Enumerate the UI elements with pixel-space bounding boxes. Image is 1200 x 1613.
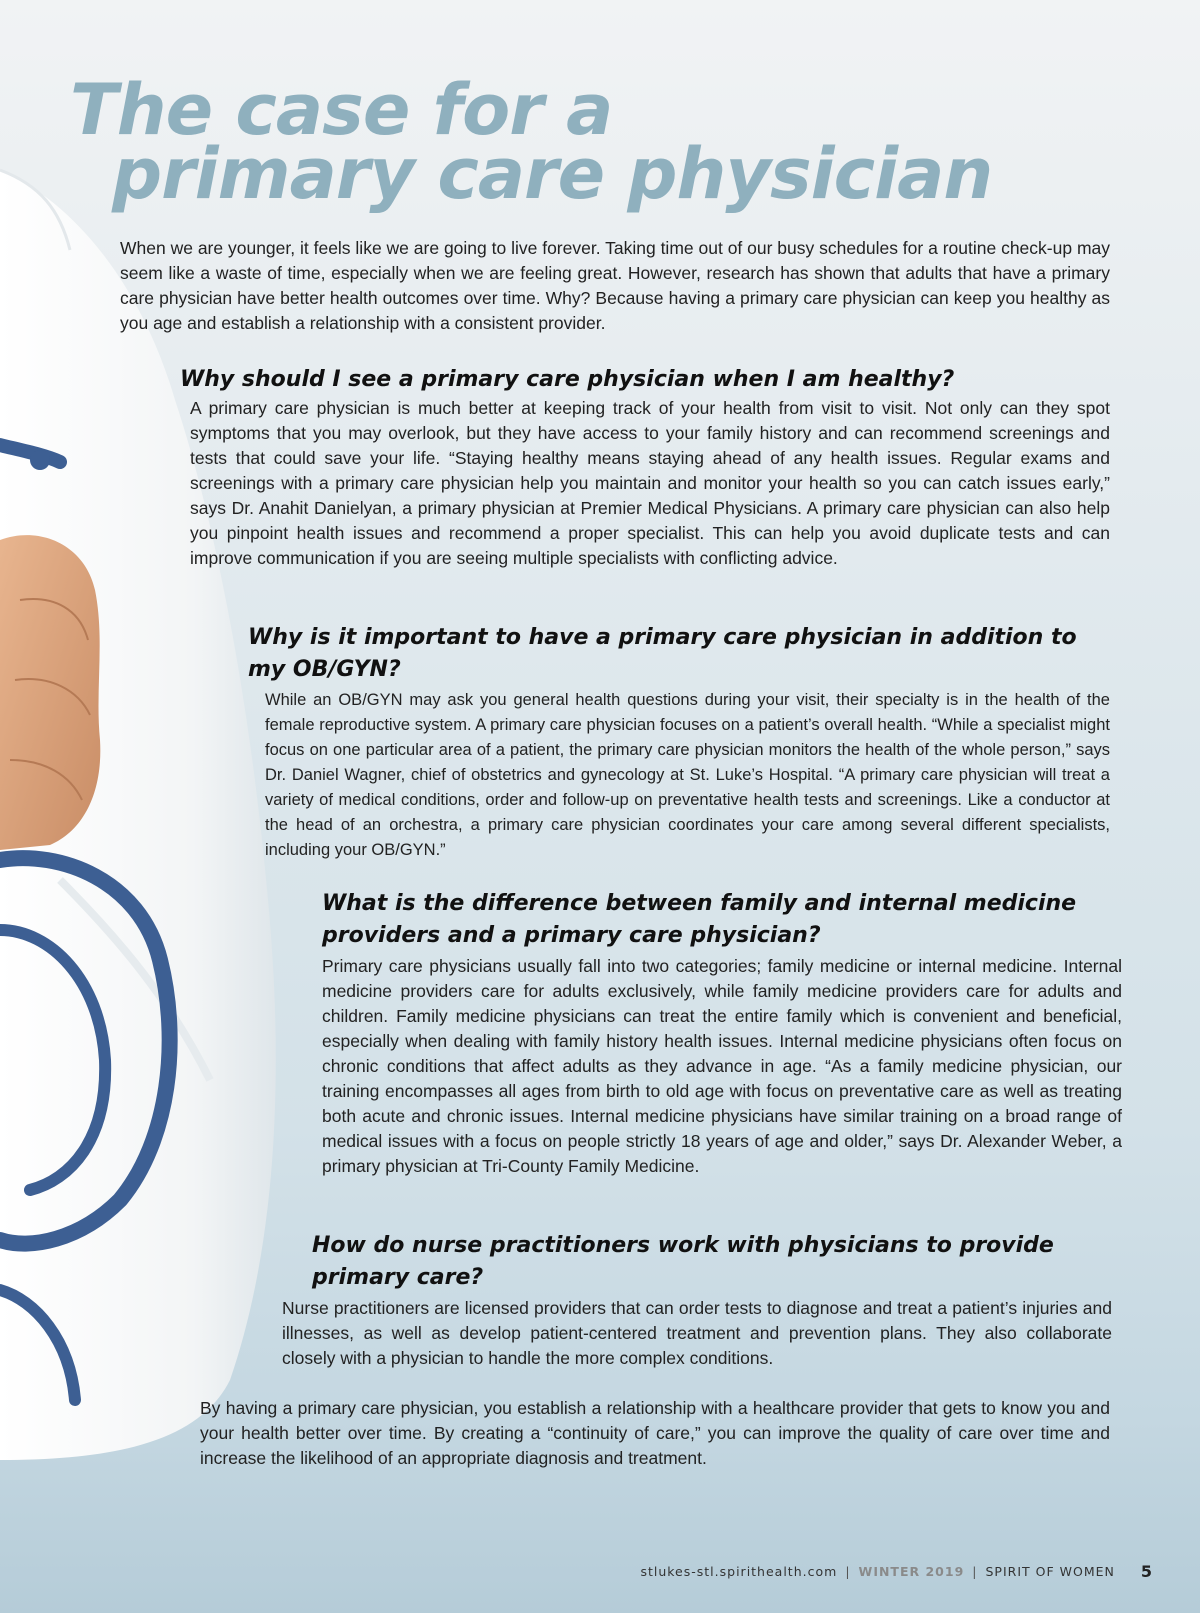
closing-paragraph: By having a primary care physician, you establish a relationship with a healthcare provider that gets to know you and your health better over time. By creating a “continuity of care,” you can improve the quality of care over time and increase the likelihood of an appropriate diagnosis and treatment. [200,1398,1110,1468]
footer-season: WINTER 2019 [858,1564,965,1579]
section-2-heading: Why is it important to have a primary care physician in addition to my OB/GYN? [248,625,1077,682]
section-2-body: While an OB/GYN may ask you general health questions during your visit, their specialty is in the health of the female reproductive system. A primary care physician focuses on a patient’s overall health. “While a specialist might focus on one particular area of a patient, the primary care physician monitors the health of the whole person,” says Dr. Daniel Wagner, chief of obstetrics and gynecology at St. Luke’s Hospital. “A primary care physician will treat a variety of medical conditions, order and follow-up on preventative health tests and screenings. Like a conductor at the head of an orchestra, a primary care physician coordinates your care among several different specialists, including your OB/GYN.” [265,691,1110,859]
intro-paragraph: When we are younger, it feels like we are going to live forever. Taking time out of our busy schedules for a routine check-up may seem like a waste of time, especially when we are feeling great. However, research has shown that adults that have a primary care physician have better health outcomes over time. Why? Because having a primary care physician can keep you healthy as you age and establish a relationship with a consistent provider. [120,238,1110,333]
footer-separator: | [845,1564,851,1579]
page-footer [640,1562,1152,1581]
title-line-2: primary care physician [112,133,993,215]
section-4-heading: How do nurse practitioners work with physicians to provide primary care? [312,1233,1054,1290]
section-4-body: Nurse practitioners are licensed providers that can order tests to diagnose and treat a patient’s injuries and illnesses, as well as develop patient-centered treatment and prevention plans. They also collaborate closely with a physician to handle the more complex conditions. [282,1298,1112,1368]
section-1-body: A primary care physician is much better at keeping track of your health from visit to visit. Not only can they spot symptoms that you may overlook, but they have access to your family history and can recommend screenings and tests that could save your life. “Staying healthy means staying ahead of any health issues. Regular exams and screenings with a primary care physician help you maintain and monitor your health so you can catch issues early,” says Dr. Anahit Danielyan, a primary physician at Premier Medical Physicians. A primary care physician can also help you pinpoint health issues and recommend a proper specialist. This can help you avoid duplicate tests and can improve communication if you are seeing multiple specialists with conflicting advice. [190,398,1110,568]
footer-website: stlukes-stl.spirithealth.com [640,1564,838,1579]
page-number: 5 [1140,1562,1152,1581]
section-3-heading: What is the difference between family and internal medicine providers and a primary care physician? [322,891,1077,948]
footer-publication: SPIRIT OF WOMEN [985,1564,1115,1579]
title-line-1: The case for a [70,69,613,151]
section-1-heading: Why should I see a primary care physician when I am healthy? [180,367,955,392]
footer-separator: | [972,1564,978,1579]
section-3-body: Primary care physicians usually fall into two categories; family medicine or internal medicine. Internal medicine providers care for adults exclusively, while family medicine providers care for adults and children. Family medicine physicians can treat the entire family which is convenient and beneficial, especially when dealing with family history health issues. Internal medicine physicians often focus on chronic conditions that affect adults as they advance in age. “As a family medicine physician, our training encompasses all ages from birth to old age with focus on preventative care as well as treating both acute and chronic issues. Internal medicine physicians have similar training on a broad range of medical issues with a focus on people strictly 18 years of age and older,” says Dr. Alexander Weber, a primary physician at Tri-County Family Medicine. [322,956,1122,1176]
article-title [70,69,993,215]
